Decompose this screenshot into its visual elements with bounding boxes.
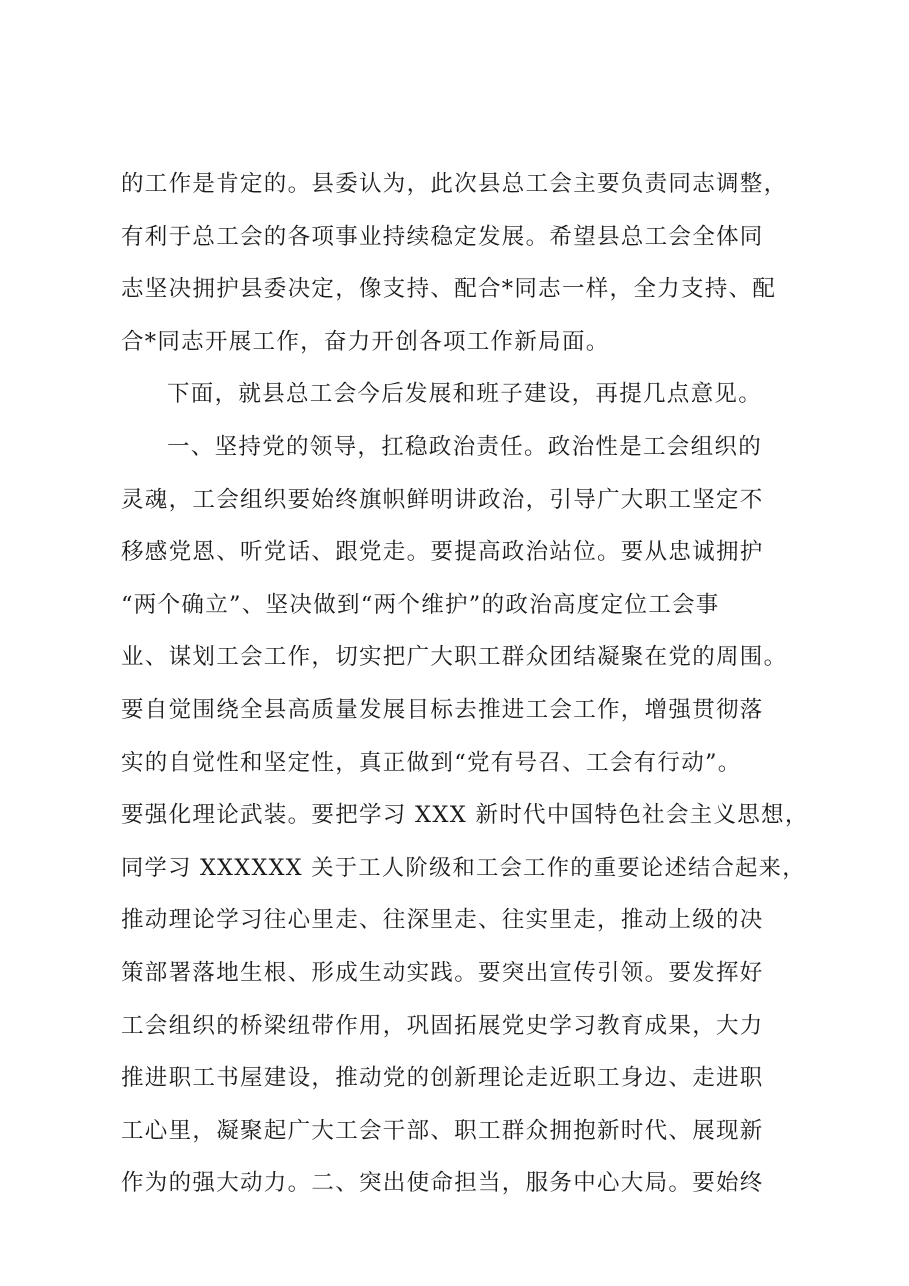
text-line: 合*同志开展工作，奋力开创各项工作新局面。 [121, 328, 610, 355]
text-line: 志坚决拥护县委决定，像支持、配合*同志一样，全力支持、配 [121, 276, 777, 303]
text-line: 作为的强大动力。二、突出使命担当，服务中心大局。要始终 [121, 1170, 764, 1197]
text-line: “两个确立”、坚决做到“两个维护”的政治高度定位工会事 [121, 591, 720, 618]
text-line: 有利于总工会的各项事业持续稳定发展。希望县总工会全体同 [121, 223, 764, 250]
text-line: 要强化理论武装。要把学习 XXX 新时代中国特色社会主义思想， [121, 802, 809, 829]
document-body [121, 158, 811, 1210]
text-line: 业、谋划工会工作，切实把广大职工群众团结凝聚在党的周围。 [121, 644, 788, 671]
text-line: 推进职工书屋建设，推动党的创新理论走近职工身边、走进职 [121, 1065, 764, 1092]
text-line: 移感党恩、听党话、跟党走。要提高政治站位。要从忠诚拥护 [121, 539, 764, 566]
text-line: 工心里，凝聚起广大工会干部、职工群众拥抱新时代、展现新 [121, 1117, 764, 1144]
text-line: 灵魂，工会组织要始终旗帜鲜明讲政治，引导广大职工坚定不 [121, 486, 764, 513]
text-line: 要自觉围绕全县高质量发展目标去推进工会工作，增强贯彻落 [121, 696, 764, 723]
text-line: 工会组织的桥梁纽带作用，巩固拓展党史学习教育成果，大力 [121, 1012, 764, 1039]
text-line: 策部署落地生根、形成生动实践。要突出宣传引领。要发挥好 [121, 959, 764, 986]
text-line: 实的自觉性和坚定性，真正做到“党有号召、工会有行动”。 [121, 749, 742, 776]
text-line: 一、坚持党的领导，扛稳政治责任。政治性是工会组织的 [167, 433, 763, 460]
text-line: 推动理论学习往心里走、往深里走、往实里走，推动上级的决 [121, 907, 764, 934]
text-line: 同学习 XXXXXX 关于工人阶级和工会工作的重要论述结合起来， [121, 854, 806, 881]
text-line: 的工作是肯定的。县委认为，此次县总工会主要负责同志调整， [121, 171, 788, 197]
text-line: 下面，就县总工会今后发展和班子建设，再提几点意见。 [167, 381, 763, 408]
